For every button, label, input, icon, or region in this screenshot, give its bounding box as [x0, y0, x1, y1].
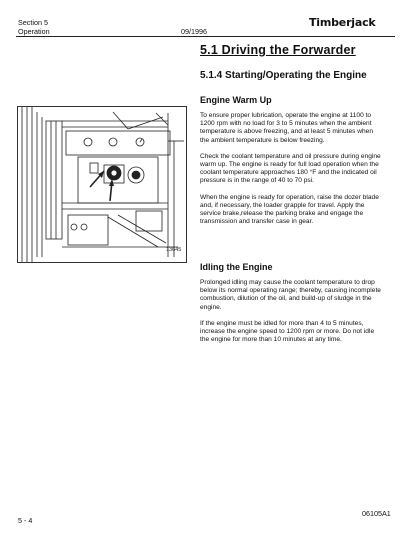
footer-doc-code: 06105A1 — [362, 509, 391, 518]
warmup-paragraph-3: When the engine is ready for operation, raise the dozer blade and, if necessary, the loader grapple for travel. Apply the service brake,release the parking brake and engage the transmission and transfer case in gear. — [200, 193, 379, 226]
idling-body — [200, 279, 382, 344]
warmup-paragraph-2: Check the coolant temperature and oil pressure during engine warm up. The engine is ready for full load operation when the coolant temperature approaches 180 °F and the indicated oil pressure is in the range of 40 to 70 psi. — [200, 152, 381, 185]
header-section: Section 5 — [18, 18, 48, 27]
chapter-title: 5.1 Driving the Forwarder — [200, 43, 356, 57]
warmup-paragraph-1: To ensure proper lubrication, operate the engine at 1100 to 1200 rpm with no load for 3 to 5 minutes when the ambient temperature is above freezing, and at least 5 minutes when the ambient temperature is below freezing. — [200, 112, 374, 144]
figure-id: 13645 — [166, 247, 182, 253]
header-section-name: Operation — [18, 27, 50, 36]
idling-paragraph-2: If the engine must be idled for more than 4 to 5 minutes, increase the engine speed to 1200 rpm or more. Do not idle the engine for more than 10 minutes at any time. — [200, 319, 375, 344]
engine-illustration — [18, 107, 186, 262]
footer-page-number: 5 - 4 — [18, 516, 33, 525]
idling-paragraph-1: Prolonged idling may cause the coolant temperature to drop below its normal operating range; thereby, causing incomplete combustion, dilution of the oil, and build-up of sludge in the engine. — [200, 279, 381, 311]
header-date: 09/1996 — [181, 27, 207, 36]
header-rule — [16, 36, 395, 37]
warmup-heading: Engine Warm Up — [200, 95, 272, 105]
engine-figure — [17, 106, 187, 263]
brand-logo: Timberjack — [309, 16, 376, 29]
warmup-body — [200, 112, 382, 226]
section-title: 5.1.4 Starting/Operating the Engine — [200, 70, 367, 81]
idling-heading: Idling the Engine — [200, 262, 273, 272]
